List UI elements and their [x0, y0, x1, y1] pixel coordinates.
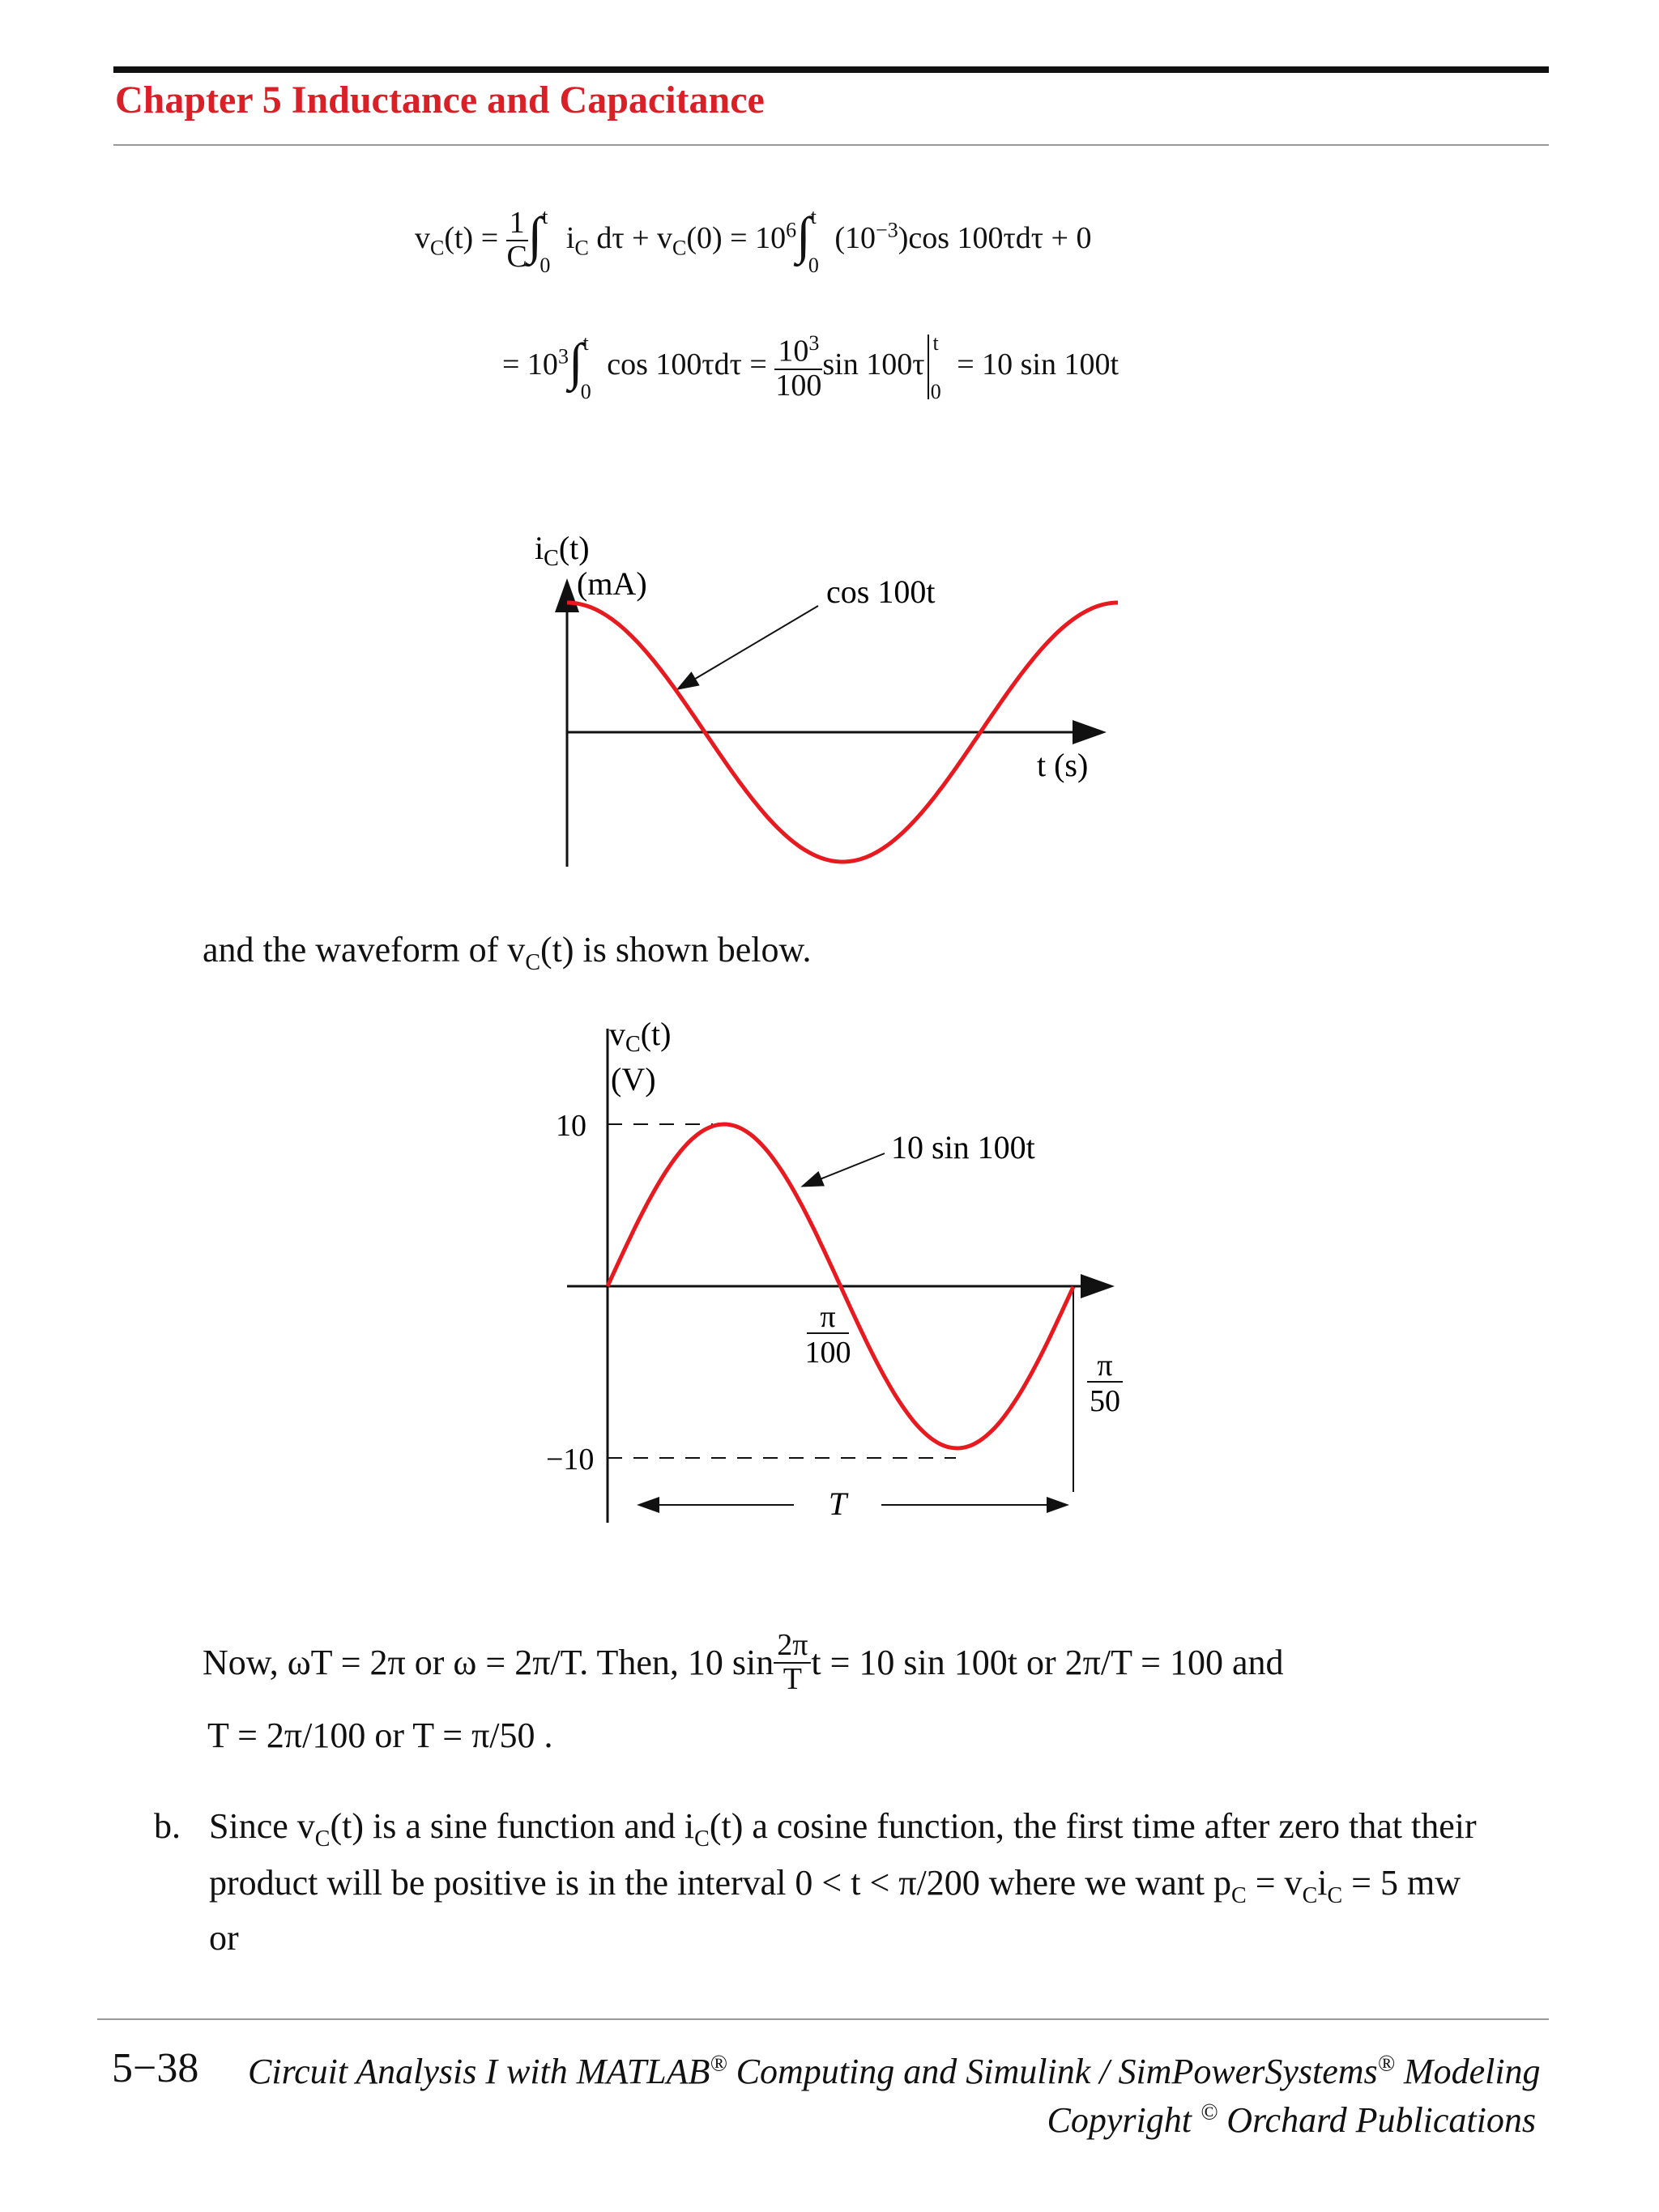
integral-symbol: ∫	[527, 207, 543, 264]
eq2-eq: = 10	[502, 347, 558, 381]
eq1-upper: t	[542, 205, 548, 228]
eq2-eval-lower: 0	[930, 380, 941, 403]
eq1-rest2: (0) = 10	[686, 221, 787, 255]
eq1-integrand2: (10	[826, 221, 876, 255]
eq1-fraction: $\frac{1}{C}$	[506, 206, 527, 275]
voltage-waveform-chart	[535, 1012, 1134, 1539]
integral-symbol-3: ∫	[568, 333, 583, 390]
chapter-title: Chapter 5 Inductance and Capacitance	[115, 79, 765, 121]
eq2-sin: sin 100τ	[822, 347, 925, 381]
chart1-annotation-arrow	[679, 606, 818, 688]
integral-symbol-2: ∫	[796, 207, 811, 264]
eq1-rest-sub: C	[672, 236, 687, 260]
footer-divider	[97, 2018, 1549, 2020]
b-label: b.	[154, 1806, 181, 1846]
eq2-lower: 0	[580, 380, 591, 403]
b-line-3: or	[209, 1918, 239, 1958]
chart2-period-label: T	[828, 1485, 847, 1522]
eq2-integrand: cos 100τdτ =	[599, 347, 775, 381]
chart2-xtick-half-num: π	[820, 1300, 836, 1334]
current-waveform-chart	[502, 518, 1150, 891]
chart2-annotation-arrow	[804, 1153, 885, 1186]
equation-line-2	[502, 327, 1119, 403]
eq2-upper: t	[582, 331, 589, 355]
header-divider	[113, 144, 1549, 146]
eq2-result: = 10 sin 100t	[957, 347, 1120, 381]
page-number: 5−38	[112, 2045, 199, 2091]
chart1-xlabel: t (s)	[1037, 747, 1089, 783]
waveform-intro: and the waveform of $v_C(t)$ is shown below.	[203, 930, 812, 975]
b-line-1: Since $v_C(t)$ is a sine function and $i_C(t)$ a cosine function, the first time after zero that their	[209, 1806, 1477, 1852]
chart2-xtick-full-den: 50	[1090, 1384, 1120, 1418]
eq1-lower: 0	[539, 254, 551, 277]
eq2-fraction: $\frac{10^3}{100}$	[775, 331, 822, 403]
chart2-ytick-max: 10	[556, 1109, 586, 1143]
chart2-annotation: 10 sin 100t	[891, 1129, 1035, 1166]
eq1-exp-m3: −3	[876, 218, 898, 242]
chart2-xtick-full-num: π	[1097, 1349, 1113, 1383]
eq1-upper2: t	[810, 205, 817, 228]
chart1-annotation: cos 100t	[826, 573, 936, 610]
chart1-ylabel: $i_C(t)$	[535, 530, 590, 571]
now-line: Now, ωT = 2π or ω = 2π/T. Then, 10 sin $\frac{2\pi}{T}$ t = 10 sin 100t or 2π/T = 100 and	[203, 1628, 1284, 1696]
chart2-xtick-half-den: 100	[804, 1336, 851, 1370]
eq1-rest: dτ + v	[588, 221, 673, 255]
chart2-ylabel: $v_C(t)$	[609, 1016, 672, 1057]
eq1-integrand-sub: C	[574, 236, 589, 260]
b-line-2: product will be positive is in the interval 0 < t < π/200 where we want $p_C = v_Ci_C = 5$ mw	[209, 1863, 1461, 1908]
book-title: Circuit Analysis I with MATLAB® Computing and Simulink / SimPowerSystems® Modeling	[248, 2051, 1541, 2091]
header-rule	[113, 66, 1549, 73]
equation-line-1	[415, 201, 1092, 277]
eq2-eval-bar	[928, 335, 929, 399]
eq1-exp6: 6	[786, 218, 797, 242]
copyright: Copyright © Orchard Publications	[1047, 2099, 1536, 2140]
eq1-lhs-sub: C	[430, 236, 445, 260]
chart2-ytick-min: −10	[546, 1443, 595, 1477]
eq1-integrand: i	[565, 221, 575, 255]
eq1-lhs-arg: (t) =	[444, 221, 506, 255]
chart2-yunit: (V)	[611, 1061, 656, 1097]
eq1-lhs: v	[415, 221, 430, 255]
eq2-exp3: 3	[557, 344, 569, 369]
eq2-eval-upper: t	[932, 331, 939, 355]
chart1-yunit: (mA)	[577, 565, 647, 602]
eq1-lower2: 0	[808, 254, 819, 277]
eq1-integrand2-rest: )cos 100τdτ + 0	[898, 221, 1092, 255]
t-line: T = 2π/100 or T = π/50 .	[207, 1715, 553, 1755]
